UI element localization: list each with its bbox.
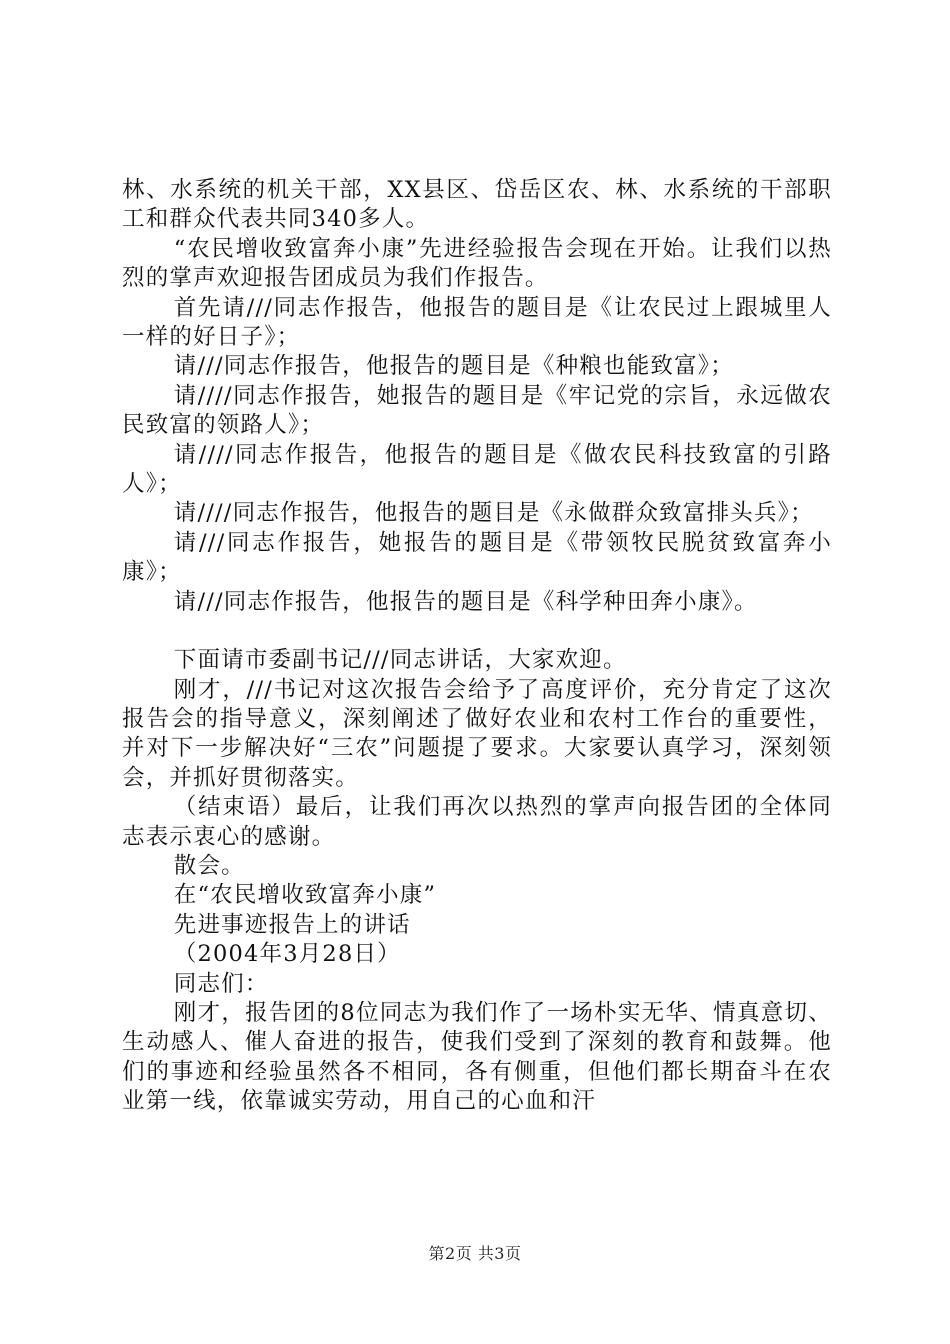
paragraph-13: 散会。 bbox=[173, 852, 245, 879]
paragraph-11: 刚才，///书记对这次报告会给予了高度评价，充分肯定了这次报告会的指导意义，深刻阐述了做好农业和农村工作台的重要性，并对下一步解决好“三农”问题提了要求。大家要认真学习，深刻领会，并抓好贯彻落实。 bbox=[122, 676, 832, 791]
speech-title-line-1: 在“农民增收致富奔小康” bbox=[173, 882, 437, 909]
paragraph-10: 下面请市委副书记///同志讲话，大家欢迎。 bbox=[173, 647, 627, 674]
paragraph-1: 林、水系统的机关干部，XX县区、岱岳区农、林、水系统的干部职工和群众代表共同340多人。 bbox=[122, 177, 832, 233]
paragraph-12: （结束语）最后，让我们再次以热烈的掌声向报告团的全体同志表示衷心的感谢。 bbox=[122, 794, 832, 850]
paragraph-6: 请////同志作报告，他报告的题目是《做农民科技致富的引路人》； bbox=[122, 441, 832, 498]
paragraph-2: “农民增收致富奔小康”先进经验报告会现在开始。让我们以热烈的掌声欢迎报告团成员为我们作报告。 bbox=[122, 235, 832, 292]
paragraph-4: 请///同志作报告，他报告的题目是《种粮也能致富》； bbox=[173, 353, 734, 380]
page-footer: 第2页 共3页 bbox=[428, 1244, 522, 1263]
speech-title-line-2: 先进事迹报告上的讲话 bbox=[173, 911, 411, 938]
paragraph-9: 请///同志作报告，他报告的题目是《科学种田奔小康》。 bbox=[173, 588, 758, 615]
paragraph-18: 刚才，报告团的8位同志为我们作了一场朴实无华、情真意切、生动感人、催人奋进的报告，使我们受到了深刻的教育和鼓舞。他们的事迹和经验虽然各不相同，各有侧重，但他们都长期奋斗在农业第一线，依靠诚实劳动，用自己的心血和汗 bbox=[122, 999, 832, 1115]
paragraph-8: 请///同志作报告，她报告的题目是《带领牧民脱贫致富奔小康》； bbox=[122, 529, 832, 586]
salutation: 同志们： bbox=[173, 970, 269, 997]
paragraph-gap bbox=[122, 617, 832, 646]
paragraph-5: 请////同志作报告，她报告的题目是《牢记党的宗旨，永远做农民致富的领路人》； bbox=[122, 382, 832, 439]
paragraph-7: 请////同志作报告，他报告的题目是《永做群众致富排头兵》； bbox=[173, 500, 814, 527]
speech-date: （2004年3月28日） bbox=[173, 941, 401, 968]
document-body bbox=[122, 176, 832, 1117]
paragraph-3: 首先请///同志作报告，他报告的题目是《让农民过上跟城里人一样的好日子》； bbox=[122, 294, 832, 351]
